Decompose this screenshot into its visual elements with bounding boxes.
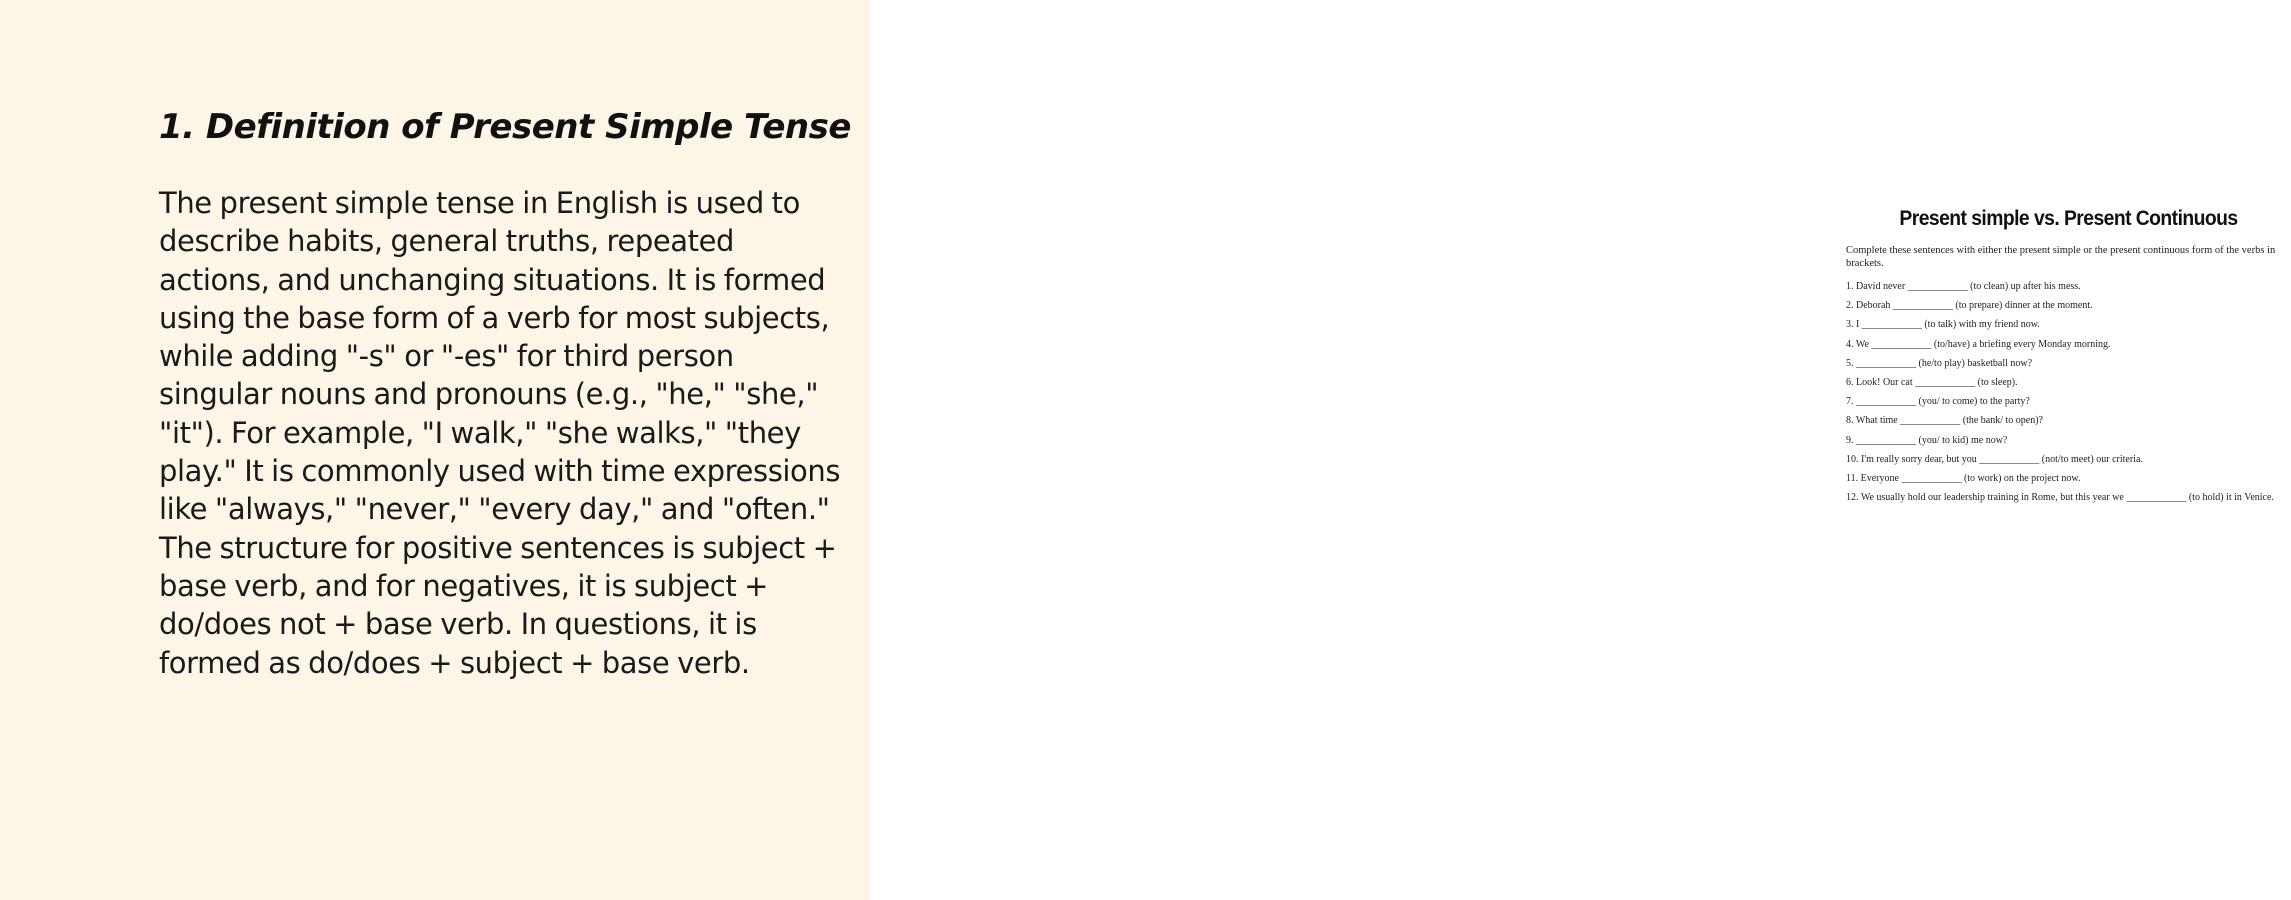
worksheet-item: 12. We usually hold our leadership training in Rome, but this year we ____________ (to hold) it in Venice.	[1846, 492, 2274, 504]
right-panel	[870, 0, 2276, 900]
worksheet-item: 3. I ____________ (to talk) with my friend now.	[1846, 319, 2040, 331]
worksheet-item: 2. Deborah ____________ (to prepare) dinner at the moment.	[1846, 300, 2093, 312]
worksheet-item: 10. I'm really sorry dear, but you ____________ (not/to meet) our criteria.	[1846, 453, 2143, 465]
worksheet-instructions: Complete these sentences with either the present simple or the present continuous form of the verbs in brackets.	[1846, 245, 2276, 269]
left-panel	[0, 0, 870, 900]
worksheet-list	[1846, 281, 2291, 504]
worksheet-item: 8. What time ____________ (the bank/ to open)?	[1846, 415, 2043, 427]
worksheet-item: 1. David never ____________ (to clean) up after his mess.	[1846, 281, 2081, 292]
worksheet-title: Present simple vs. Present Continuous	[1899, 207, 2238, 230]
worksheet-item: 5. ____________ (he/to play) basketball now?	[1846, 357, 2033, 369]
worksheet-item: 11. Everyone ____________ (to work) on the project now.	[1846, 472, 2081, 484]
worksheet-item: 4. We ____________ (to/have) a briefing every Monday morning.	[1846, 338, 2111, 350]
worksheet-item: 6. Look! Our cat ____________ (to sleep).	[1846, 376, 2018, 388]
worksheet-item: 9. ____________ (you/ to kid) me now?	[1846, 434, 2008, 446]
slide-title: 1. Definition of Present Simple Tense	[159, 107, 851, 147]
worksheet-item: 7. ____________ (you/ to come) to the party?	[1846, 396, 2030, 408]
slide-body-text: The present simple tense in English is used to describe habits, general truths, repeated actions, and unchanging situations. It is formed using the base form of a verb for most subjects, while adding "-s" or "-es" for third person singular nouns and pronouns (e.g., "he," "she," "it"). For example, "I walk," "she walks," "they play." It is commonly used with time expressions like "always," "never," "every day," and "often." The structure for positive sentences is subject + base verb, and for negatives, it is subject + do/does not + base verb. In questions, it is formed as do/does + subject + base verb.	[159, 186, 841, 680]
worksheet-image	[1846, 205, 2291, 511]
